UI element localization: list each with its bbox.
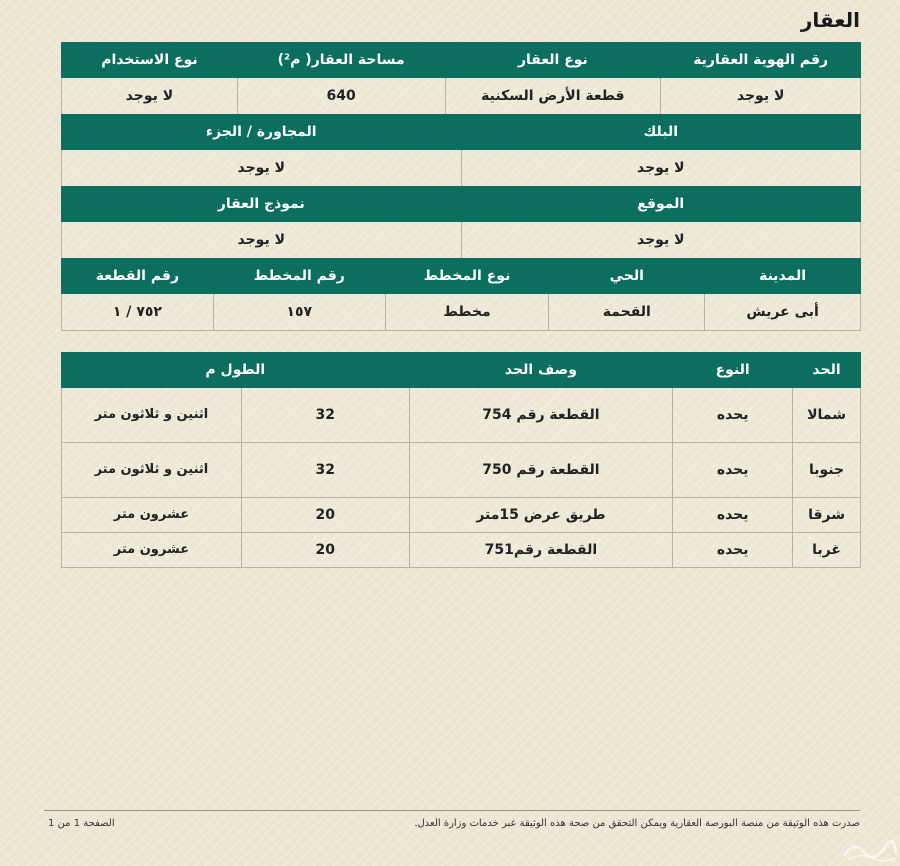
watermark-icon [840,830,898,864]
value-property-area: 640 [237,78,445,115]
boundary-side: شمالا [793,388,861,443]
header-property-id: رقم الهوية العقارية [661,43,861,78]
header-boundary-desc: وصف الحد [409,353,673,388]
table-row [62,533,861,568]
boundary-side: غربا [793,533,861,568]
boundaries-table [61,352,861,568]
boundary-length: 32 [241,443,409,498]
header-boundary-type: النوع [673,353,793,388]
value-plan-number: ١٥٧ [213,294,385,331]
header-plot-number: رقم القطعة [62,259,214,294]
header-property-model: نموذج العقار [62,187,462,222]
boundary-length-text: عشرون متر [62,533,242,568]
property-info-table [61,42,861,115]
boundary-desc: القطعة رقم 750 [409,443,673,498]
header-city: المدينة [705,259,861,294]
boundary-type: يحده [673,533,793,568]
header-location: الموقع [461,187,861,222]
header-neighborhood-part: المجاورة / الجزء [62,115,462,150]
boundary-type: يحده [673,443,793,498]
boundary-desc: طريق عرض 15متر [409,498,673,533]
table-row [62,443,861,498]
page-number: الصفحة 1 من 1 [48,818,115,829]
value-city: أبى عريش [705,294,861,331]
boundary-length: 20 [241,498,409,533]
value-location: لا يوجد [461,222,861,259]
boundary-length: 32 [241,388,409,443]
header-length: الطول م [62,353,410,388]
header-property-type: نوع العقار [445,43,661,78]
boundary-side: جنوبا [793,443,861,498]
header-plan-type: نوع المخطط [385,259,549,294]
header-district: الحي [549,259,705,294]
boundary-desc: القطعة رقم751 [409,533,673,568]
boundary-type: يحده [673,388,793,443]
location-table [61,186,861,259]
boundary-length: 20 [241,533,409,568]
value-district: القحمة [549,294,705,331]
value-property-model: لا يوجد [62,222,462,259]
value-plan-type: مخطط [385,294,549,331]
plan-table [61,258,861,331]
boundary-length-text: عشرون متر [62,498,242,533]
value-property-type: قطعة الأرض السكنية [445,78,661,115]
header-property-area: مساحة العقار( م²) [237,43,445,78]
table-row [62,388,861,443]
boundary-length-text: اثنين و ثلاثون متر [62,388,242,443]
boundary-type: يحده [673,498,793,533]
value-usage-type: لا يوجد [62,78,238,115]
boundary-length-text: اثنين و ثلاثون متر [62,443,242,498]
header-boundary: الحد [793,353,861,388]
header-usage-type: نوع الاستخدام [62,43,238,78]
section-title: العقار [800,8,860,32]
boundary-desc: القطعة رقم 754 [409,388,673,443]
value-neighborhood-part: لا يوجد [62,150,462,187]
block-table [61,114,861,187]
header-block: البلك [461,115,861,150]
footer-notice: صدرت هذه الوثيقة من منصة البورصة العقارية ويمكن التحقق من صحة هذه الوثيقة عبر خدمات وزارة العدل. [414,818,860,829]
boundary-side: شرقا [793,498,861,533]
footer-divider [44,810,860,811]
value-plot-number: ٧٥٢ / ١ [62,294,214,331]
value-property-id: لا يوجد [661,78,861,115]
header-plan-number: رقم المخطط [213,259,385,294]
table-row [62,498,861,533]
value-block: لا يوجد [461,150,861,187]
